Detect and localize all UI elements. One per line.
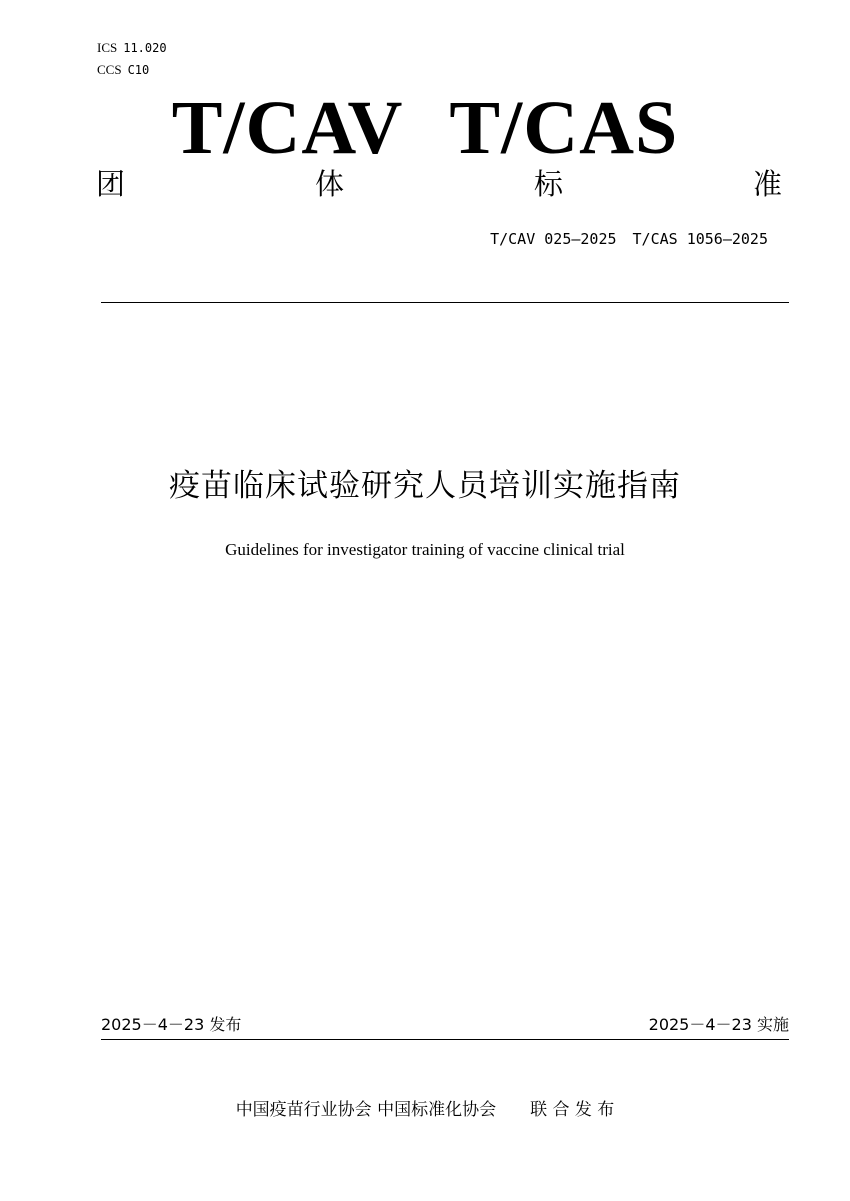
publish-action: 联 合 发 布 bbox=[530, 1100, 615, 1120]
document-title-english: Guidelines for investigator training of vaccine clinical trial bbox=[225, 540, 625, 559]
standard-type-char: 体 bbox=[314, 167, 344, 201]
ccs-label: CCS bbox=[97, 62, 122, 77]
ccs-code: C10 bbox=[127, 63, 150, 77]
implementation-date: 2025－4－23 实施 bbox=[648, 1015, 789, 1034]
publisher-org: 中国疫苗行业协会 bbox=[235, 1100, 372, 1120]
ics-classification bbox=[97, 40, 167, 57]
publishers bbox=[0, 1097, 850, 1123]
cas-code: T/CAS bbox=[449, 86, 679, 170]
standard-type-char: 团 bbox=[96, 167, 126, 201]
cav-code: T/CAV bbox=[171, 86, 404, 170]
ics-code: 11.020 bbox=[123, 41, 167, 55]
document-title-chinese: 疫苗临床试验研究人员培训实施指南 bbox=[169, 468, 681, 504]
standard-type-char: 准 bbox=[752, 167, 782, 201]
footer-divider bbox=[101, 1039, 789, 1040]
ccs-classification bbox=[97, 62, 149, 79]
cav-standard-number: T/CAV 025—2025 bbox=[490, 230, 617, 248]
standard-code-banner bbox=[0, 86, 850, 170]
ics-label: ICS bbox=[97, 40, 118, 55]
standard-type-char: 标 bbox=[533, 167, 563, 201]
publisher-org: 中国标准化协会 bbox=[377, 1100, 497, 1120]
standard-number bbox=[490, 228, 768, 250]
standard-type bbox=[96, 164, 782, 204]
cas-standard-number: T/CAS 1056—2025 bbox=[632, 230, 768, 248]
issue-date: 2025－4－23 发布 bbox=[101, 1015, 242, 1034]
header-divider bbox=[101, 302, 789, 303]
